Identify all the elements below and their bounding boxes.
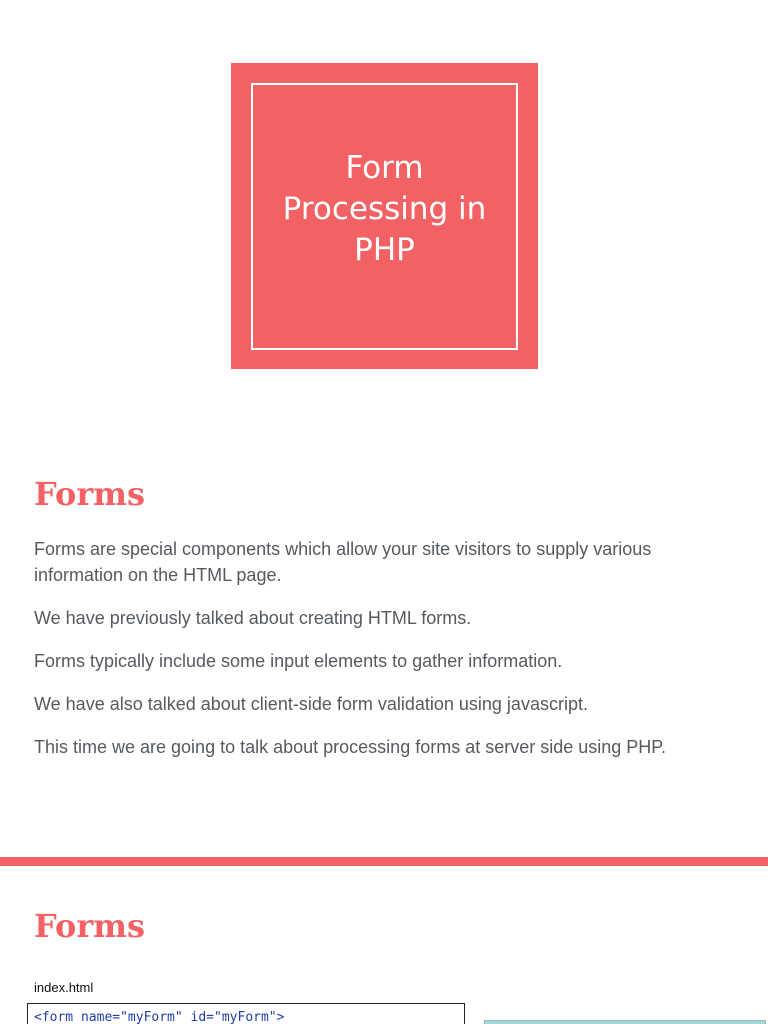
slide-2 [0, 866, 768, 1024]
section-heading: Forms [34, 907, 146, 945]
paragraph: We have previously talked about creating HTML forms. [34, 608, 472, 628]
paragraph: This time we are going to talk about processing forms at server side using PHP. [34, 737, 666, 757]
paragraph: We have also talked about client-side form validation using javascript. [34, 694, 588, 714]
paragraph: Forms are special components which allow your site visitors to supply various information on the HTML page. [34, 539, 652, 585]
file-name-label: index.html [34, 980, 94, 995]
paragraph: Forms typically include some input elements to gather information. [34, 651, 563, 671]
section-heading: Forms [34, 475, 146, 513]
form-preview-panel [484, 1020, 766, 1024]
code-line: <form name="myForm" id="myForm"> [34, 1010, 285, 1024]
presentation-title: Form Processing in PHP [282, 150, 487, 268]
title-card-frame [251, 83, 518, 350]
title-card [231, 63, 538, 369]
code-block [27, 1003, 465, 1024]
slide-divider [0, 857, 768, 866]
